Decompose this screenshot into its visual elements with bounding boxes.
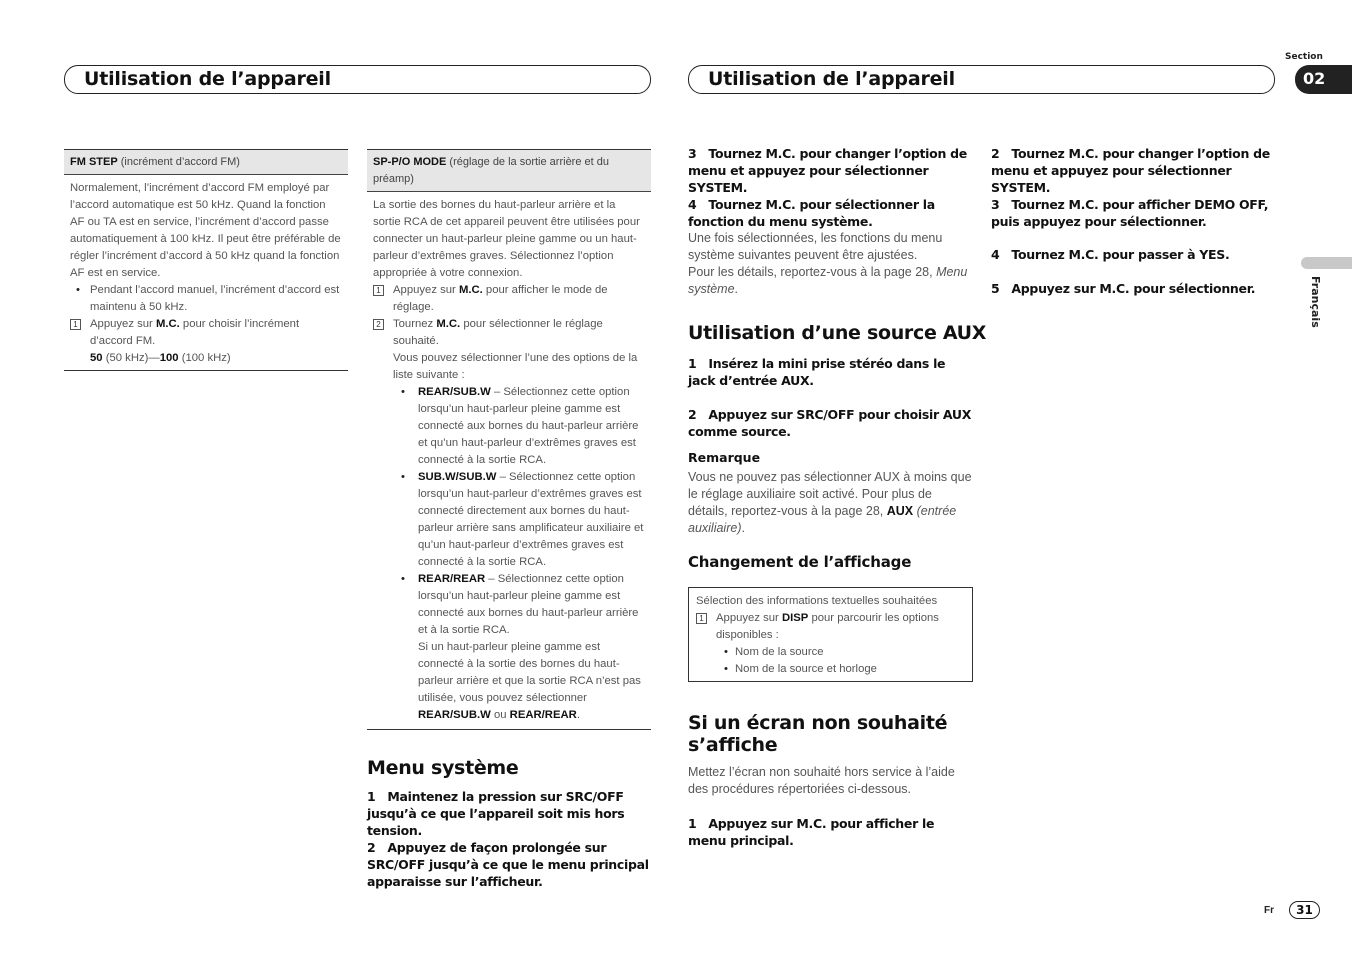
screen-step-1-number: 1	[688, 816, 697, 831]
sp-option-2-key: SUB.W/SUB.W	[418, 471, 497, 483]
fm-option-100-text: (100 kHz)	[178, 352, 231, 364]
fm-step-title: FM STEP	[70, 156, 118, 168]
page-number: 31	[1289, 901, 1320, 919]
fm-step-text-b: pour choisir l’incrément d’accord FM.	[90, 318, 300, 347]
aux-step-2-text: Appuyez sur SRC/OFF pour choisir AUX comme source.	[688, 407, 972, 439]
sp-po-table-body	[367, 192, 651, 730]
column-2	[367, 149, 651, 730]
menu-step-1-text: Maintenez la pression sur SRC/OFF jusqu’à ce que l’appareil soit mis hors tension.	[367, 789, 625, 838]
sp-option-rear-rear	[373, 571, 645, 639]
display-box	[688, 587, 973, 682]
sp-po-step-2-note: Vous pouvez sélectionner l’une des options de la liste suivante :	[393, 352, 638, 381]
remarque-ref: (entrée auxiliaire)	[688, 504, 957, 535]
ecran-non-souhaite-heading: Si un écran non souhaité s’affiche	[688, 712, 948, 756]
menu-step-2-number: 2	[367, 840, 376, 855]
sp-po-title: SP-P/O MODE	[373, 156, 447, 168]
display-box-title: Sélection des informations textuelles souhaitées	[696, 595, 938, 607]
sp-option-2-text: – Sélectionnez cette option lorsqu’un haut-parleur d’extrêmes graves est connecté directement aux bornes du haut-parleur arrière sans amplificateur auxiliaire et qu’un haut-parleur d’extrêmes graves est connecté à la sortie RCA.	[418, 471, 644, 568]
sp-po-subtitle: (réglage de la sortie arrière et du préamp)	[373, 156, 609, 185]
sp-step2-text-a: Tournez	[393, 318, 437, 330]
sp-option-1-text: – Sélectionnez cette option lorsqu’un haut-parleur pleine gamme est connecté aux bornes du haut-parleur arrière et qu’un haut-parleur d’extrêmes graves est connecté à la sortie RCA.	[418, 386, 639, 466]
screen-step-3-text: Tournez M.C. pour afficher DEMO OFF, puis appuyez pour sélectionner.	[991, 197, 1269, 229]
sp-option-3-text: – Sélectionnez cette option lorsqu’un haut-parleur pleine gamme est connecté aux bornes du haut-parleur arrière et à la sortie RCA.	[418, 573, 639, 636]
step-number-box: 1	[373, 285, 384, 296]
screen-step-3	[991, 196, 1275, 230]
step-number-box: 2	[373, 319, 384, 330]
sp-note-key-2: REAR/REAR	[509, 709, 577, 721]
sp-note-text-mid: ou	[490, 709, 510, 721]
sp-note-key-1: REAR/SUB.W	[418, 709, 491, 721]
left-header-title: Utilisation de l’appareil	[84, 68, 331, 90]
column-1	[64, 149, 348, 371]
system-note-2-end: .	[734, 282, 739, 296]
fm-option-100: 100	[159, 352, 179, 364]
system-step-3	[688, 145, 972, 196]
fm-option-50-text: (50 kHz)—	[102, 352, 160, 364]
left-header	[64, 65, 651, 94]
screen-step-3-number: 3	[991, 197, 1000, 212]
fm-step-key: M.C.	[155, 318, 180, 330]
sp-step1-text-a: Appuyez sur	[393, 284, 459, 296]
sp-option-1-key: REAR/SUB.W	[418, 386, 491, 398]
aux-heading: Utilisation d’une source AUX	[688, 322, 987, 344]
display-option-1: • Nom de la source	[696, 644, 965, 661]
fm-option-50: 50	[90, 352, 103, 364]
sp-po-step-1	[373, 282, 645, 316]
screen-step-5	[991, 280, 1275, 297]
screen-step-2-text: Tournez M.C. pour changer l’option de menu et appuyez pour sélectionner SYSTEM.	[991, 146, 1270, 195]
language-label: Français	[1309, 276, 1322, 328]
fm-step-table-body	[64, 175, 348, 371]
system-step-4-number: 4	[688, 197, 697, 212]
sp-option-subw-subw	[373, 469, 645, 571]
screen-step-1	[688, 815, 972, 849]
sp-step2-key: M.C.	[436, 318, 461, 330]
system-step-4-note	[688, 230, 972, 298]
step-number-box: 1	[70, 319, 81, 330]
system-note-2-ref: Menu système	[688, 265, 968, 296]
fm-step-text-a: Appuyez sur	[90, 318, 156, 330]
screen-step-1-text: Appuyez sur M.C. pour afficher le menu principal.	[688, 816, 935, 848]
aux-step-1-text: Insérez la mini prise stéréo dans le jack d’entrée AUX.	[688, 356, 946, 388]
fm-step-subtitle: (incrément d’accord FM)	[117, 156, 240, 168]
screen-step-2	[991, 145, 1275, 196]
display-step-text-b: pour parcourir les options disponibles :	[716, 612, 939, 641]
screen-step-4	[991, 246, 1275, 263]
display-step-key: DISP	[781, 612, 809, 624]
display-step	[696, 610, 965, 644]
sp-step2-text-b: pour sélectionner le réglage souhaité.	[393, 318, 603, 347]
sp-option-note	[373, 639, 645, 726]
fm-step-paragraph: Normalement, l’incrément d’accord FM employé par l’accord automatique est 50 kHz. Quand la fonction AF ou TA est en service, l’incrément d’accord passe automatiquement à 100 kHz. Il peut être préférable de régler l’incrément d’accord à 50 kHz quand la fonction AF est en service.	[70, 182, 341, 279]
menu-systeme-heading: Menu système	[367, 757, 519, 779]
sp-po-table-head	[367, 149, 651, 192]
system-note-2-text: Pour les détails, reportez-vous à la page 28,	[688, 265, 937, 279]
system-note-2	[688, 264, 972, 298]
sp-option-3-key: REAR/REAR	[418, 573, 486, 585]
changement-affichage-heading: Changement de l’affichage	[688, 553, 912, 571]
screen-step-4-number: 4	[991, 247, 1000, 262]
fm-step-options	[70, 350, 342, 367]
fm-step-bullet: • Pendant l’accord manuel, l’incrément d’accord est maintenu à 50 kHz.	[70, 282, 342, 316]
language-tab	[1301, 257, 1352, 269]
menu-step-2	[367, 839, 651, 890]
right-header	[688, 65, 1275, 94]
system-step-4	[688, 196, 972, 230]
menu-step-1-number: 1	[367, 789, 376, 804]
sp-option-rear-subw	[373, 384, 645, 469]
sp-note-text-a: Si un haut-parleur pleine gamme est connecté à la sortie des bornes du haut-parleur arrière et que la sortie RCA n’est pas utilisée, vous pouvez sélectionner	[418, 641, 641, 704]
sp-step1-text-b: pour afficher le mode de réglage.	[393, 284, 608, 313]
fm-step-instruction	[70, 316, 342, 350]
fm-step-table-head	[64, 149, 348, 175]
menu-step-2-text: Appuyez de façon prolongée sur SRC/OFF jusqu’à ce que le menu principal apparaisse sur l’afficheur.	[367, 840, 649, 889]
system-step-3-text: Tournez M.C. pour changer l’option de menu et appuyez pour sélectionner SYSTEM.	[688, 146, 967, 195]
remarque-key: AUX	[886, 504, 914, 518]
sp-step1-key: M.C.	[458, 284, 483, 296]
sp-po-paragraph: La sortie des bornes du haut-parleur arrière et la sortie RCA de cet appareil peuvent être utilisées pour connecter un haut-parleur pleine gamme ou un haut-parleur d’extrêmes graves. Sélectionnez l’option appropriée à votre connexion.	[373, 199, 640, 279]
remarque-label: Remarque	[688, 450, 761, 465]
aux-step-1-number: 1	[688, 356, 697, 371]
menu-step-1	[367, 788, 651, 839]
display-option-2: • Nom de la source et horloge	[696, 661, 965, 678]
step-number-box: 1	[696, 613, 707, 624]
remarque-end: .	[741, 521, 745, 535]
remarque-text-a: Vous ne pouvez pas sélectionner AUX à moins que le réglage auxiliaire soit activé. Pour plus de détails, reportez-vous à la page 28,	[688, 470, 972, 518]
screen-step-5-number: 5	[991, 281, 1000, 296]
language-code: Fr	[1264, 905, 1274, 916]
screen-paragraph: Mettez l’écran non souhaité hors service à l’aide des procédures répertoriées ci-dessous.	[688, 765, 955, 796]
section-number: 02	[1295, 65, 1352, 94]
right-header-title: Utilisation de l’appareil	[708, 68, 955, 90]
screen-step-4-text: Tournez M.C. pour passer à YES.	[1011, 247, 1230, 262]
section-label: Section	[1285, 52, 1323, 62]
sp-po-step-2	[373, 316, 645, 350]
system-step-4-text: Tournez M.C. pour sélectionner la fonction du menu système.	[688, 197, 935, 229]
remarque-text	[688, 469, 972, 537]
system-note-1: Une fois sélectionnées, les fonctions du menu système suivantes peuvent être ajustées.	[688, 231, 943, 262]
screen-step-2-number: 2	[991, 146, 1000, 161]
screen-step-5-text: Appuyez sur M.C. pour sélectionner.	[1011, 281, 1256, 296]
display-step-text-a: Appuyez sur	[716, 612, 782, 624]
aux-step-2-number: 2	[688, 407, 697, 422]
aux-step-1	[688, 355, 972, 389]
aux-step-2	[688, 406, 972, 440]
system-step-3-number: 3	[688, 146, 697, 161]
sp-note-text-end: .	[576, 709, 580, 721]
